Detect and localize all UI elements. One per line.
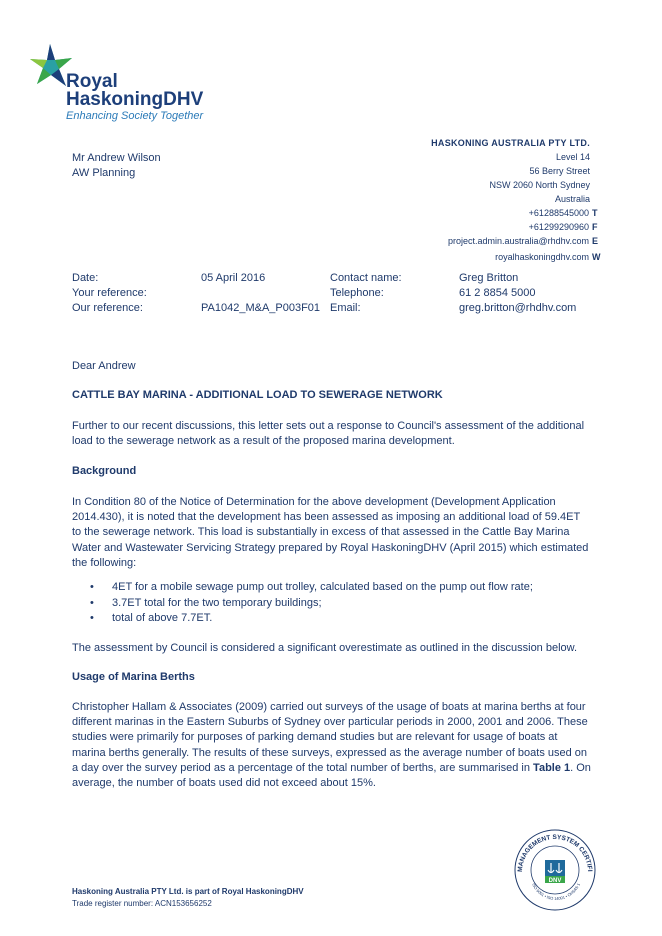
seal-standards-text: ISO 9001 • ISO 14001 • OHSAS 1: [531, 882, 581, 902]
contact-name-value: Greg Britton: [459, 272, 519, 284]
fax-code: F: [592, 222, 598, 232]
background-paragraph: In Condition 80 of the Notice of Determination for the above development (Development Application 2014.430), it is noted that the development has been assessed as imposing an additional load of 59.4ET to the sewerage network. This load is substantially in excess of that assessed in the Cattle Bay Marina Water and Wastewater Servicing Strategy prepared by Royal HaskoningDHV (April 2015) which estimated the following:: [72, 496, 589, 569]
intro-paragraph: Further to our recent discussions, this letter sets out a response to Council's assessment of the additional load to the sewerage network as a result of the proposed marina development.: [72, 420, 585, 448]
logo-line1: Royal: [66, 71, 118, 92]
contact-email-value[interactable]: greg.britton@rhdhv.com: [459, 302, 577, 314]
list-item: • total of above 7.7ET.: [72, 611, 592, 627]
logo-line2: HaskoningDHV: [66, 89, 204, 110]
estimate-list: [72, 580, 592, 627]
recipient-org: AW Planning: [72, 167, 136, 179]
your-reference-label: Your reference:: [72, 287, 147, 299]
address-line: 56 Berry Street: [529, 166, 590, 176]
footer-register-line: Trade register number: ACN153656252: [72, 899, 212, 908]
usage-paragraph: [72, 700, 592, 791]
seal-badge-text: DNV: [548, 878, 562, 884]
footer-company-line: Haskoning Australia PTY Ltd. is part of Royal HaskoningDHV: [72, 887, 304, 896]
salutation: Dear Andrew: [72, 360, 136, 372]
certification-seal-icon: [512, 826, 598, 912]
background-heading: Background: [72, 465, 137, 477]
website-code: W: [592, 252, 601, 262]
company-contacts: [360, 206, 600, 264]
fax-value: +61299290960: [528, 222, 589, 232]
company-name: HASKONING AUSTRALIA PTY LTD.: [431, 138, 590, 148]
contact-name-label: Contact name:: [330, 272, 402, 284]
email-code: E: [592, 236, 599, 246]
email-value[interactable]: project.admin.australia@rhdhv.com: [447, 236, 589, 246]
list-item: • 4ET for a mobile sewage pump out trolley, calculated based on the pump out flow rate;: [72, 580, 592, 596]
date-label: Date:: [72, 272, 99, 284]
table-reference: Table 1: [533, 761, 571, 774]
company-address: [390, 150, 590, 206]
telephone-code: T: [592, 208, 598, 218]
seal-arc-text: MANAGEMENT SYSTEM CERTIFI: [516, 833, 594, 873]
logo-tagline: Enhancing Society Together: [66, 110, 204, 122]
subject-line: CATTLE BAY MARINA - ADDITIONAL LOAD TO SEWERAGE NETWORK: [72, 389, 443, 401]
list-item: • 3.7ET total for the two temporary buildings;: [72, 596, 592, 612]
telephone-value: 61 2 8854 5000: [459, 287, 536, 299]
usage-heading: Usage of Marina Berths: [72, 671, 195, 683]
logo: [28, 42, 228, 122]
assessment-paragraph: The assessment by Council is considered a significant overestimate as outlined in the discussion below.: [72, 642, 578, 654]
date-value: 05 April 2016: [201, 272, 266, 284]
our-reference-value: PA1042_M&A_P003F01: [201, 302, 321, 314]
usage-tail: . On average, the number of boats used did not exceed about 15%.: [72, 761, 591, 790]
certification-seal: [512, 826, 598, 912]
website-value[interactable]: royalhaskoningdhv.com: [495, 252, 589, 262]
telephone-value: +61288545000: [528, 208, 589, 218]
recipient-name: Mr Andrew Wilson: [72, 152, 161, 164]
address-line: NSW 2060 North Sydney: [489, 180, 590, 190]
address-line: Australia: [554, 194, 590, 204]
our-reference-label: Our reference:: [72, 302, 143, 314]
telephone-label: Telephone:: [330, 287, 384, 299]
email-label: Email:: [330, 302, 361, 314]
address-line: Level 14: [555, 152, 590, 162]
usage-text: Christopher Hallam & Associates (2009) carried out surveys of the usage of boats at marina berths at four different marinas in the Eastern Suburbs of Sydney over particular periods in 2000, 2001 and 2006. These studies were primarily for purposes of parking demand studies but are relevant for usage of boats at marina berths generally. The results of these surveys, expressed as the average number of boats used on a day over the survey period as a percentage of the total number of berths, are summarised in: [72, 701, 588, 774]
